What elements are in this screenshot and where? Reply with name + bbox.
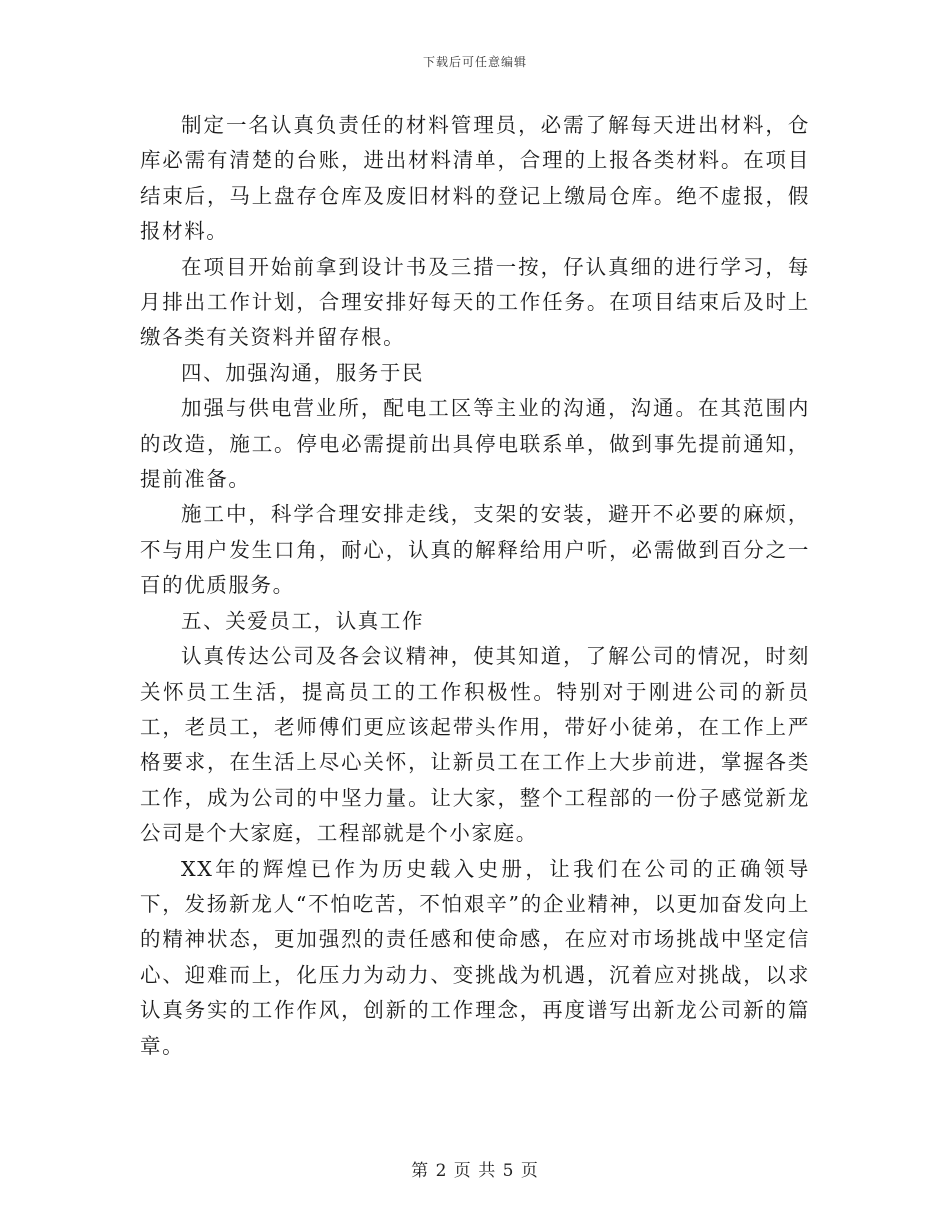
- page-number-footer: 第 2 页 共 5 页: [411, 1161, 539, 1181]
- paragraph-project-planning: 在项目开始前拿到设计书及三措一按，仔认真细的进行学习，每月排出工作计划，合理安排好每天的工作任务。在项目结束后及时上缴各类有关资料并留存根。: [140, 254, 810, 350]
- paragraph-communication: 加强与供电营业所，配电工区等主业的沟通，沟通。在其范围内的改造，施工。停电必需提前出具停电联系单，做到事先提前通知，提前准备。: [140, 396, 810, 492]
- section-heading-employee-care: 五、关爱员工，认真工作: [181, 608, 425, 633]
- paragraph-conclusion: XX年的辉煌已作为历史载入史册，让我们在公司的正确领导下，发扬新龙人“不怕吃苦，不怕艰辛”的企业精神，以更加奋发向上的精神状态，更加强烈的责任感和使命感，在应对市场挑战中坚定信心、迎难而上，化压力为动力、变挑战为机遇，沉着应对挑战，以求认真务实的工作作风，创新的工作理念，再度谱写出新龙公司新的篇章。: [140, 856, 810, 1058]
- section-heading-communication: 四、加强沟通，服务于民: [181, 360, 425, 385]
- document-body: [140, 108, 810, 1064]
- paragraph-construction-service: 施工中，科学合理安排走线，支架的安装，避开不必要的麻烦，不与用户发生口角，耐心，认真的解释给用户听，必需做到百分之一百的优质服务。: [140, 502, 810, 598]
- paragraph-material-management: 制定一名认真负责任的材料管理员，必需了解每天进出材料，仓库必需有清楚的台账，进出材料清单，合理的上报各类材料。在项目结束后，马上盘存仓库及废旧材料的登记上缴局仓库。绝不虚报，假报材料。: [140, 113, 810, 244]
- paragraph-employee-care: 认真传达公司及各会议精神，使其知道，了解公司的情况，时刻关怀员工生活，提高员工的工作积极性。特别对于刚进公司的新员工，老员工，老师傅们更应该起带头作用，带好小徒弟，在工作上严格要求，在生活上尽心关怀，让新员工在工作上大步前进，掌握各类工作，成为公司的中坚力量。让大家，整个工程部的一份子感觉新龙公司是个大家庭，工程部就是个小家庭。: [140, 644, 810, 846]
- page-header: 下载后可任意编辑: [422, 55, 527, 69]
